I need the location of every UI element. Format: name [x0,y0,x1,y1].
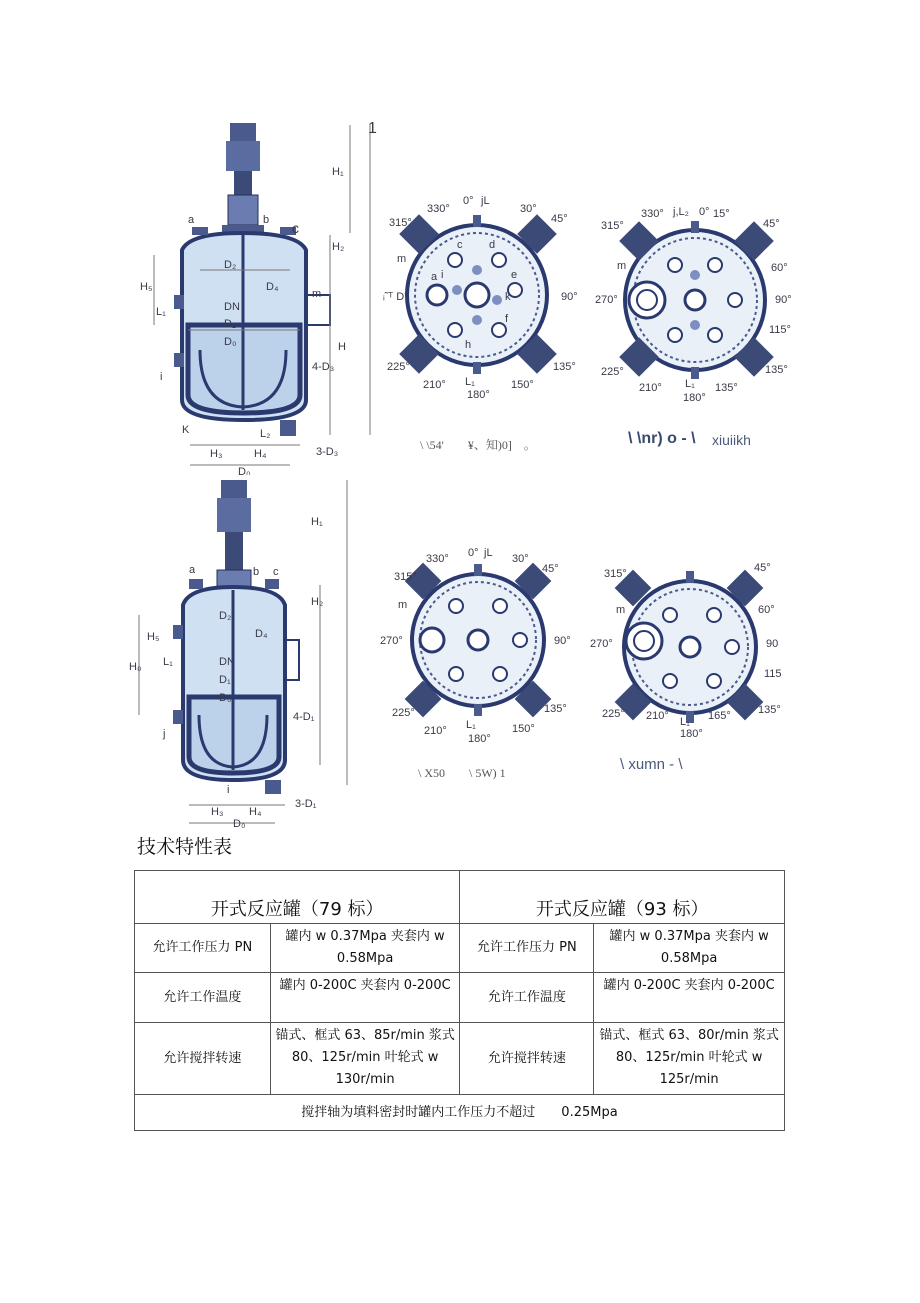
label-i: i [441,269,444,281]
table-row [135,973,785,1023]
label-d0: D₀ [224,336,237,348]
label-m: m [312,288,322,300]
row-label: 允许搅拌转速 [135,1023,271,1095]
deg-115: 115° [769,324,791,336]
deg-45: 45° [754,562,771,574]
label-dn: DN [224,301,240,313]
deg-180: 180° [683,392,706,404]
label-m: m [616,604,626,616]
label-dn: DN [219,656,235,668]
label-l1: L₁ [685,378,695,390]
deg-90: 90° [554,635,571,647]
label-l1: L₁ [680,716,690,728]
label-j: j [163,728,166,740]
row-value: 罐内 0-200C 夹套内 0-200C [594,973,785,1023]
deg-315: 315° [601,220,624,232]
label-d4: D₄ [255,628,268,640]
label-a: a [431,271,438,283]
label-jl2: j,L₂ [673,206,689,218]
deg-135a: 135° [715,382,738,394]
deg-330: 330° [426,553,449,565]
section-title: 技术特性表 [137,836,233,858]
label-d0-bottom: D₀ [233,818,246,830]
deg-270: 270° [380,635,403,647]
deg-90: 90 [766,638,779,650]
deg-90: 90° [561,291,578,303]
label-d0-bottom: D₀ [238,466,251,475]
table-row [135,1023,785,1095]
label-h3: H₃ [211,806,224,818]
plan-view-top-middle [365,190,585,410]
deg-210: 210° [423,379,446,391]
label-h5: H₅ [140,281,153,293]
label-c: c [273,566,279,578]
row-value: 罐内 0-200C 夹套内 0-200C [270,973,460,1023]
label-h1: H₁ [332,166,344,178]
label-b: b [263,214,270,226]
deg-210: 210° [646,710,669,722]
label-l1: L₁ [156,306,166,318]
deg-315: 315° [389,217,412,229]
table-footer-row [135,1095,785,1131]
deg-150: 150° [511,379,534,391]
label-one: 1 [368,120,377,137]
label-i: i [227,784,230,796]
deg-135: 135° [553,361,576,373]
label-h1: H₁ [311,516,323,528]
plan-view-top-right [595,195,810,410]
label-d0: D₀ [219,692,232,704]
label-d2: D₂ [219,610,232,622]
label-h3: H₃ [210,448,223,460]
label-e: e [511,269,518,281]
label-l1: L₁ [466,719,476,731]
deg-0: 0° [468,547,479,559]
left-axis: ᵢ˜ᵀ D° [383,291,409,303]
label-f: f [505,313,509,325]
label-h: H [338,341,346,353]
caption-top-middle: \ \54' ¥、知)0] 。 [420,438,536,452]
deg-210: 210° [424,725,447,737]
deg-45: 45° [763,218,780,230]
deg-270: 270° [590,638,613,650]
deg-60: 60° [771,262,788,274]
deg-225: 225° [392,707,415,719]
deg-210: 210° [639,382,662,394]
label-h: h [465,339,472,351]
deg-115: 115 [764,668,782,680]
row-label: 允许工作压力 PN [135,924,271,973]
vessel-drawing-top [130,115,390,475]
label-h4: H₄ [249,806,262,818]
deg-135: 135° [758,704,781,716]
deg-180: 180° [467,389,490,401]
deg-150: 150° [512,723,535,735]
label-m: m [398,599,408,611]
label-c: c [292,220,299,236]
deg-0: 0° [699,206,710,218]
caption-bottom-middle: \ X50 \ 5W) 1 [418,766,506,780]
label-d2: D₂ [224,259,237,271]
row-label: 允许搅拌转速 [460,1023,594,1095]
deg-45: 45° [542,563,559,575]
label-d4: D₄ [266,281,279,293]
table-header-row [135,871,785,924]
label-h4: H₄ [254,448,267,460]
deg-225: 225° [387,361,410,373]
label-h0: H₀ [129,661,142,673]
caption-bottom-right: \ xumn - \ [620,756,683,773]
row-value: 罐内 w 0.37Mpa 夹套内 w 0.58Mpa [594,924,785,973]
header-79: 开式反应罐（79 标） [135,871,460,924]
label-l1: L₁ [465,376,475,388]
label-jl: jL [484,547,493,559]
label-l2: L₂ [260,428,271,440]
label-h2: H₂ [332,241,345,253]
footer-note: 搅拌轴为填料密封时罐内工作压力不超过 0.25Mpa [135,1095,785,1131]
spec-table [134,870,785,1131]
header-93: 开式反应罐（93 标） [460,871,785,924]
deg-165: 165° [708,710,731,722]
deg-180: 180° [680,728,703,740]
label-jl: jL [481,195,490,207]
label-a: a [188,214,195,226]
label-b: b [253,566,260,578]
deg-30: 30° [512,553,529,565]
plan-view-bottom-right [590,555,790,745]
row-label: 允许工作温度 [135,973,271,1023]
deg-180: 180° [468,733,491,745]
deg-225: 225° [601,366,624,378]
deg-90: 90° [775,294,792,306]
label-d1: D₁ [219,674,231,686]
caption-top-right-small: xiuiikh [712,432,751,448]
row-value: 锚式、框式 63、80r/min 浆式 80、125r/min 叶轮式 w 125r/min [594,1023,785,1095]
deg-330: 330° [427,203,450,215]
label-m: m [617,260,627,272]
label-i: i [160,371,163,383]
deg-30: 30° [520,203,537,215]
label-m: m [397,253,407,265]
deg-270: 270° [595,294,618,306]
deg-315: 315° [394,571,417,583]
label-k: k [505,291,511,303]
label-c: c [457,239,463,251]
label-d1: D₁ [224,318,236,330]
plan-view-bottom-middle [370,540,580,745]
deg-60: 60° [758,604,775,616]
label-3d3: 3-D₃ [316,446,339,458]
row-label: 允许工作温度 [460,973,594,1023]
vessel-drawing-bottom [125,475,365,830]
deg-45: 45° [551,213,568,225]
deg-15: 15° [713,208,730,220]
label-l1: L₁ [163,656,173,668]
label-4d1: 4-D₁ [293,711,315,723]
label-h5: H₅ [147,631,160,643]
label-3d1: 3-D₁ [295,798,317,810]
table-row [135,924,785,973]
caption-top-right: \ \nr) o - \ [628,430,696,447]
deg-135b: 135° [765,364,788,376]
label-k: K [182,424,190,436]
deg-135: 135° [544,703,567,715]
row-value: 锚式、框式 63、85r/min 浆式 80、125r/min 叶轮式 w 130r/min [270,1023,460,1095]
row-value: 罐内 w 0.37Mpa 夹套内 w 0.58Mpa [270,924,460,973]
deg-315: 315° [604,568,627,580]
deg-330: 330° [641,208,664,220]
label-a: a [189,564,196,576]
label-d: d [489,239,496,251]
deg-0: 0° [463,195,474,207]
row-label: 允许工作压力 PN [460,924,594,973]
label-h2: H₂ [311,596,324,608]
label-4d3: 4-D₃ [312,361,335,373]
deg-225: 225° [602,708,625,720]
